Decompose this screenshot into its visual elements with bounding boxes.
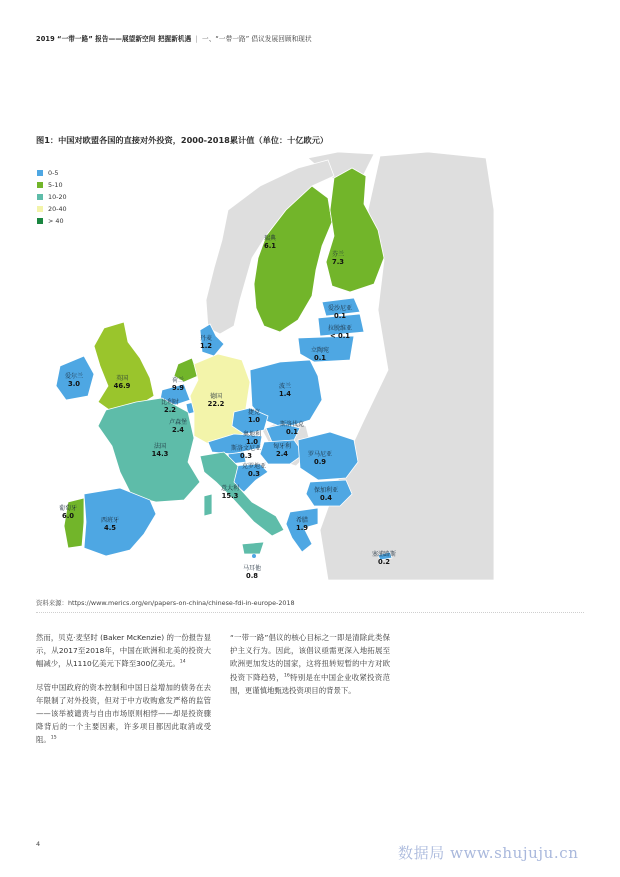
divider [36, 612, 584, 613]
legend-label: > 40 [48, 217, 64, 225]
map-country-value: 15.3 [221, 492, 239, 500]
map-country-name: 芬兰 [331, 251, 345, 258]
map-country-name: 保加利亚 [313, 487, 339, 494]
legend-item [37, 179, 67, 191]
map-country-name: 罗马尼亚 [307, 451, 333, 458]
map-country-name: 捷克 [247, 409, 261, 416]
map-country-name: 德国 [209, 393, 223, 400]
map-country-value: 6.1 [263, 242, 277, 250]
legend-label: 10-20 [48, 193, 67, 201]
legend-swatch [37, 194, 43, 200]
map-country-name: 斯洛伐克 [279, 421, 305, 428]
country-malta [252, 554, 256, 558]
map-country-name: 西班牙 [100, 517, 120, 524]
map-country-value: 0.4 [319, 494, 333, 502]
map-country-name: 拉脱维亚 [327, 325, 353, 332]
europe-investment-map [28, 150, 498, 590]
map-country-name: 瑞典 [263, 235, 277, 242]
map-country-name: 立陶宛 [310, 347, 330, 354]
map-country-name: 波兰 [278, 383, 292, 390]
map-country-value: 1.4 [278, 390, 292, 398]
map-country-value: 1.9 [295, 524, 309, 532]
map-country-name: 塞浦路斯 [371, 551, 397, 558]
map-country-value: 2.4 [275, 450, 289, 458]
footnote-ref: 16 [283, 673, 290, 679]
legend-item [37, 191, 67, 203]
map-country-name: 法国 [153, 443, 167, 450]
figure-title: 图1：中国对欧盟各国的直接对外投资，2000-2018累计值（单位：十亿欧元） [36, 135, 329, 145]
map-country-name: 斯洛文尼亚 [230, 445, 262, 452]
map-country-name: 希腊 [295, 517, 309, 524]
legend-label: 5-10 [48, 181, 63, 189]
sicily [242, 542, 264, 554]
map-country-value: 0.3 [247, 470, 261, 478]
page-number: 4 [36, 840, 41, 848]
running-header [36, 33, 596, 43]
map-country-value: 2.4 [171, 426, 185, 434]
footnote-ref: 15 [50, 735, 57, 741]
map-country-value: 0.3 [239, 452, 253, 460]
body-left-column [36, 631, 211, 757]
legend-label: 0-5 [48, 169, 59, 177]
map-country-value: 1.0 [247, 416, 261, 424]
country-uk [94, 322, 154, 412]
paragraph: 尽管中国政府的资本控制和中国日益增加的债务在去年限制了对外投资，但对于中方收购愈发严格的监管——该举被谴责与自由市场原则相悖——却是投资骤降背后的一个主要因素，许多项目都因此取消或受阻。$^{15}$ [36, 682, 211, 745]
legend-item [37, 203, 67, 215]
body-right-column [230, 631, 390, 707]
map-country-name: 比利时 [160, 399, 180, 406]
map-country-value: 3.0 [67, 380, 81, 388]
map-country-value: 0.9 [313, 458, 327, 466]
map-country-name: 英国 [115, 375, 129, 382]
map-country-value: 0.1 [285, 428, 299, 436]
legend-swatch [37, 182, 43, 188]
map-country-value: 22.2 [207, 400, 225, 408]
map-country-name: 克罗地亚 [241, 463, 267, 470]
map-country-value: 0.2 [377, 558, 391, 566]
legend-swatch [37, 218, 43, 224]
legend-label: 20-40 [48, 205, 67, 213]
map-country-value: 1.0 [245, 438, 259, 446]
map-country-name: 爱沙尼亚 [327, 305, 353, 312]
report-title: 2019 “一带一路” 报告——展望新空间 把握新机遇 [36, 35, 192, 43]
legend [37, 167, 67, 227]
footnote-ref: 14 [179, 659, 186, 665]
legend-swatch [37, 170, 43, 176]
map-country-value: 9.9 [171, 384, 185, 392]
map-country-name: 爱尔兰 [64, 373, 84, 380]
map-country-value: 2.2 [163, 406, 177, 414]
map-country-value: 46.9 [113, 382, 131, 390]
map-country-name: 马耳他 [242, 565, 262, 572]
map-country-value: 0.1 [333, 312, 347, 320]
paragraph: 然而，贝克·麦坚时 (Baker McKenzie) 的一份报告显示，从2017至2018年，中国在欧洲和北美的投资大幅减少，从1110亿美元下降至300亿美元。$^{14}$ [36, 633, 211, 669]
legend-item [37, 167, 67, 179]
map-country-name: 意大利 [220, 485, 240, 492]
map-country-name: 葡萄牙 [58, 505, 78, 512]
map-country-value: 4.5 [103, 524, 117, 532]
map-country-value: 14.3 [151, 450, 169, 458]
map-country-value: 1.2 [199, 342, 213, 350]
map-country-name: 荷兰 [171, 377, 185, 384]
legend-swatch [37, 206, 43, 212]
map-country-value: 0.1 [313, 354, 327, 362]
map-country-value: 6.0 [61, 512, 75, 520]
country-france [98, 398, 200, 502]
map-country-value: 7.3 [331, 258, 345, 266]
paragraph: “一带一路”倡议的核心目标之一即是清除此类保护主义行为。因此，该倡议亟需更深入地拓展至欧洲更加发达的国家，这将扭转短暂的中方对欧投资下降趋势，$^{16}$特别是在中国企业收紧投资范围，更谨慎地甄选投资项目的背景下。 [230, 633, 390, 695]
map-country-name: 匈牙利 [272, 443, 292, 450]
country-spain [84, 488, 156, 556]
watermark: 数据局 www.shujuju.cn [398, 844, 579, 862]
legend-item [37, 215, 67, 227]
sardinia [204, 494, 212, 516]
header-separator: | [195, 35, 198, 43]
section-title: 一、“一带一路” 倡议发展回顾和现状 [202, 35, 312, 43]
map-country-value: 0.8 [245, 572, 259, 580]
figure-source: 资料来源：https://www.merics.org/en/papers-on-china/chinese-fdi-in-europe-2018 [36, 599, 295, 607]
map-country-value: < 0.1 [329, 332, 351, 340]
map-country-name: 奥地利 [242, 431, 262, 438]
map-country-name: 卢森堡 [168, 419, 188, 426]
map-country-name: 丹麦 [199, 335, 213, 342]
